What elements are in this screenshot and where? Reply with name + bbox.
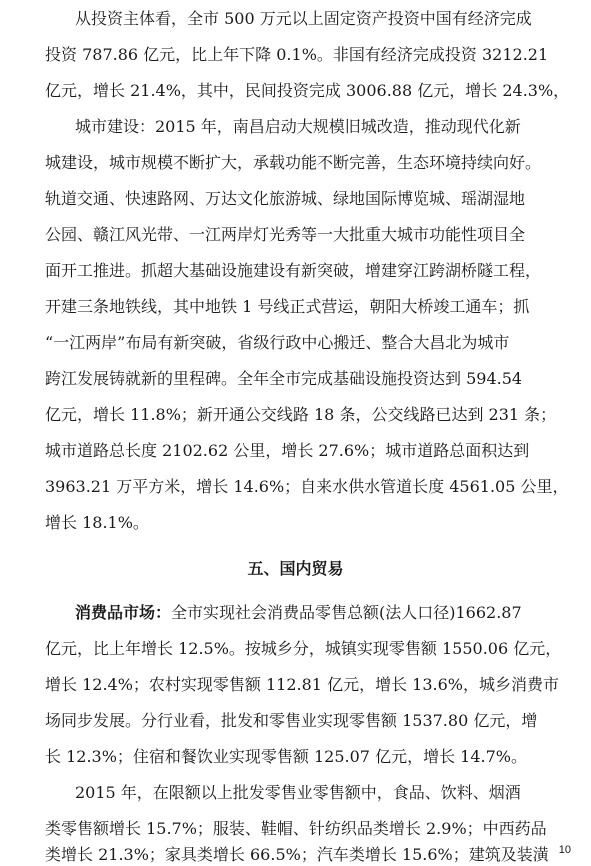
text-line: 城建设，城市规模不断扩大，承载功能不断完善，生态环境持续向好。: [45, 153, 542, 172]
text-line: 轨道交通、快速路网、万达文化旅游城、绿地国际博览城、瑶湖湿地: [45, 189, 526, 208]
text-line: 公园、赣江风光带、一江两岸灯光秀等一大批重大城市功能性项目全: [45, 225, 526, 244]
text-line: 类零售额增长 15.7%；服装、鞋帽、针纺织品类增长 2.9%；中西药品: [45, 819, 547, 838]
text-line: 开建三条地铁线，其中地铁 1 号线正式营运，朝阳大桥竣工通车；抓: [45, 297, 530, 316]
text-line: 城市道路总长度 2102.62 公里，增长 27.6%；城市道路总面积达到: [45, 441, 530, 460]
text-line: 2015 年，在限额以上批发零售业零售额中，食品、饮料、烟酒: [75, 783, 521, 802]
text-line: 亿元，增长 21.4%，其中，民间投资完成 3006.88 亿元，增长 24.3%，: [45, 81, 570, 100]
text-line: 面开工推进。抓超大基础设施建设有新突破，增建穿江跨湖桥隧工程，: [45, 261, 542, 280]
text-line: 3963.21 万平方米，增长 14.6%；自来水供水管道长度 4561.05 公里，: [45, 477, 569, 496]
page-number: 10: [558, 844, 571, 856]
text-line: 跨江发展铸就新的里程碑。全年全市完成基础设施投资达到 594.54: [45, 369, 523, 388]
text-line: 长 12.3%；住宿和餐饮业实现零售额 125.07 亿元，增长 14.7%。: [45, 747, 527, 766]
text-line: 投资 787.86 亿元，比上年下降 0.1%。非国有经济完成投资 3212.21: [45, 45, 549, 64]
text-line: 从投资主体看，全市 500 万元以上固定资产投资中国有经济完成: [75, 9, 532, 28]
text-line: 亿元，比上年增长 12.5%。按城乡分，城镇实现零售额 1550.06 亿元，: [45, 639, 562, 658]
text-line: 增长 12.4%；农村实现零售额 112.81 亿元，增长 13.6%，城乡消费市: [45, 675, 559, 694]
text-line: “一江两岸”布局有新突破，省级行政中心搬迁、整合大昌北为城市: [45, 333, 510, 352]
text-line: 场同步发展。分行业看，批发和零售业实现零售额 1537.80 亿元，增: [45, 711, 538, 730]
text-line: 亿元，增长 11.8%；新开通公交线路 18 条，公交线路已达到 231 条；: [45, 405, 557, 424]
text-line: 城市建设：2015 年，南昌启动大规模旧城改造，推动现代化新: [75, 117, 521, 136]
paragraph-lead: 消费品市场：: [75, 603, 172, 622]
section-heading: 五、国内贸易: [247, 559, 344, 578]
paragraph-text: 全市实现社会消费品零售总额(法人口径)1662.87: [171, 603, 522, 622]
text-line: [75, 603, 585, 623]
text-line: 类增长 21.3%；家具类增长 66.5%；汽车类增长 15.6%；建筑及装潢: [45, 845, 549, 864]
text-line: 增长 18.1%。: [45, 513, 149, 532]
